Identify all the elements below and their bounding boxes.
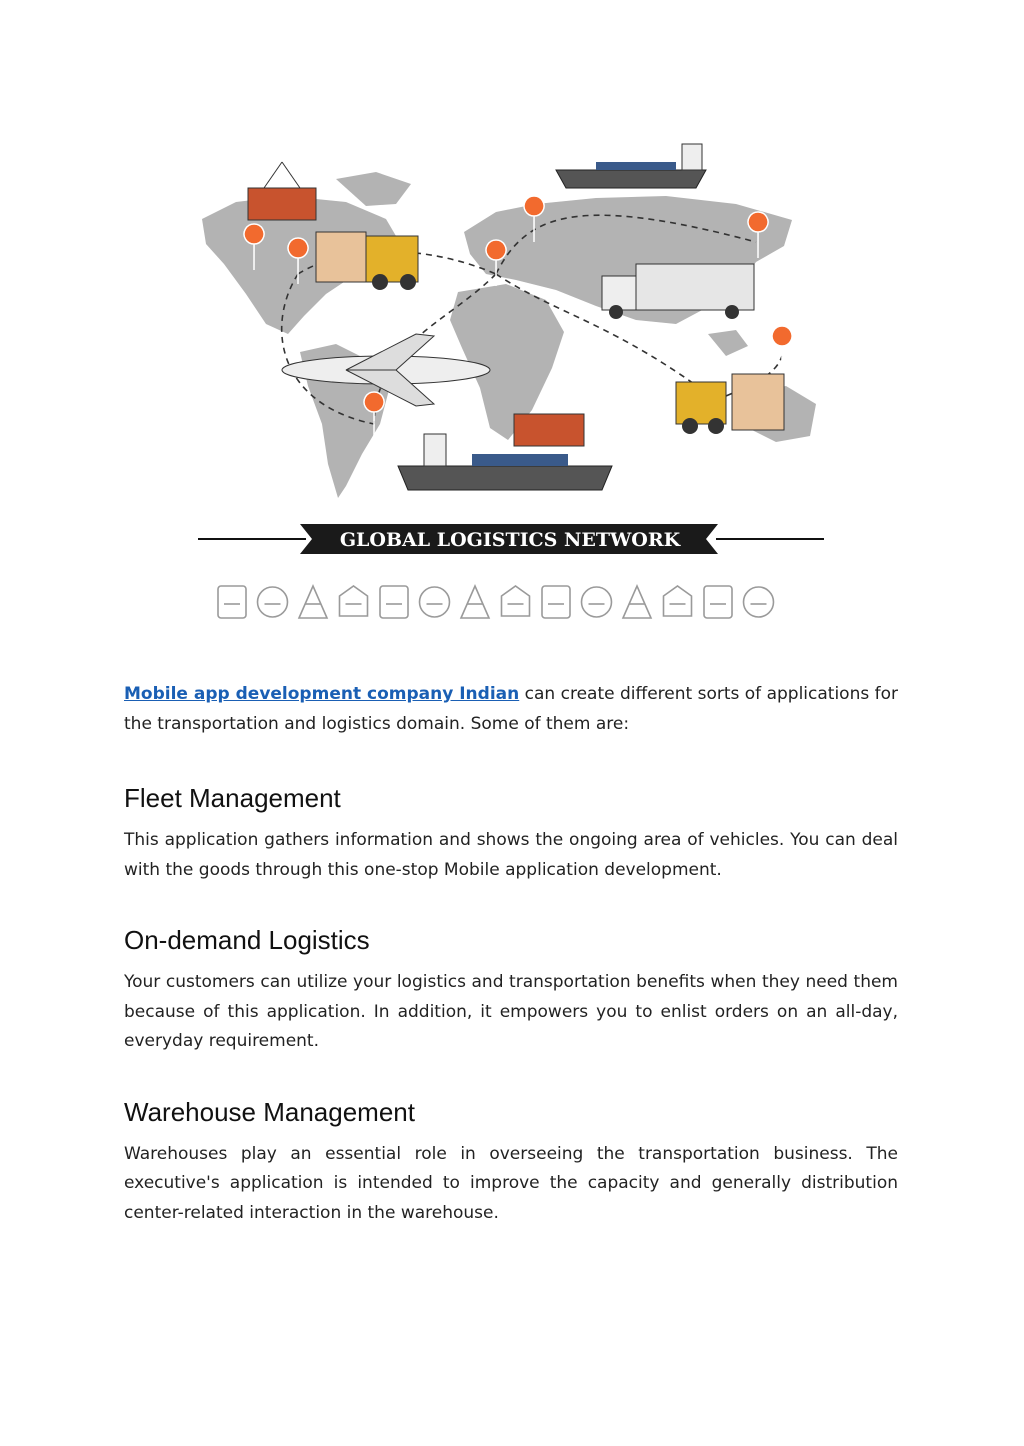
hands-box-icon — [218, 586, 246, 618]
forklift-crates — [316, 232, 418, 290]
stopwatch-icon — [664, 586, 692, 616]
section-body: Your customers can utilize your logistics and transportation benefits when they need them because of this application. In addition, it empowers you to enlist orders on an all-day, everyday requirement. — [124, 972, 898, 1051]
section-on-demand-logistics — [124, 925, 898, 1057]
banner — [198, 524, 824, 554]
boxes-icon — [623, 586, 651, 618]
airplane-icon — [420, 587, 450, 617]
cargo-ship-top — [556, 144, 706, 188]
article-body — [124, 680, 898, 1268]
clipboard-icon — [340, 586, 368, 616]
section-heading: On-demand Logistics — [124, 925, 370, 955]
banner-title: GLOBAL LOGISTICS NETWORK — [339, 529, 681, 551]
crane-icon — [258, 587, 288, 617]
section-body: Warehouses play an essential role in overseeing the transportation business. The executive's application is intended to improve the capacity and generally distribution center-related interaction in the warehouse. — [124, 1143, 898, 1223]
section-heading: Warehouse Management — [124, 1096, 415, 1127]
section-body: This application gathers information and shows the ongoing area of vehicles. You can deal with the goods through this one-stop Mobile application development. — [124, 830, 898, 880]
jar-icon — [299, 586, 327, 618]
world-map — [202, 172, 816, 498]
globe-icon — [744, 587, 774, 617]
hanging-container — [248, 162, 316, 220]
forklift-right — [676, 374, 784, 434]
section-fleet-management — [124, 783, 898, 885]
company-link[interactable]: Mobile app development company Indian — [124, 684, 520, 704]
hand-truck-icon — [704, 586, 732, 618]
forklift-icon — [380, 586, 408, 618]
icon-strip — [218, 586, 774, 618]
section-warehouse-management — [124, 1097, 898, 1229]
this-way-up-icon — [502, 586, 530, 616]
fragile-glass-icon — [461, 586, 489, 618]
section-heading: Fleet Management — [124, 783, 341, 813]
intro-paragraph — [124, 680, 898, 739]
intro-text: can create different sorts of applications for the transportation and logistics domain. Some of them are: — [124, 684, 898, 734]
logistics-illustration — [196, 124, 826, 634]
operator-icon — [582, 587, 612, 617]
umbrella-icon — [542, 586, 570, 618]
